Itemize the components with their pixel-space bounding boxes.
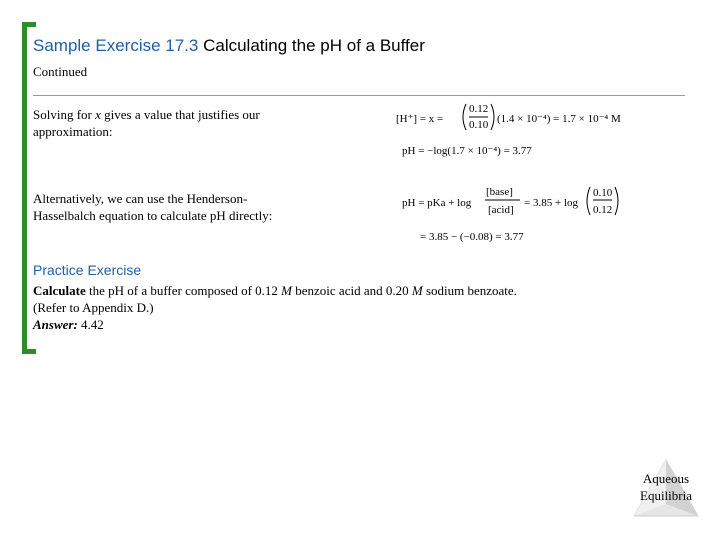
- equation-hplus: [396, 98, 656, 136]
- eq3-lhs: pH = pKa + log: [402, 197, 472, 209]
- practice-m1: M: [281, 283, 292, 298]
- frame-top: [22, 22, 36, 27]
- practice-bold: Calculate: [33, 283, 86, 298]
- practice-body: [33, 282, 673, 333]
- solving-var: x: [95, 107, 101, 122]
- equation-result: [420, 226, 600, 246]
- eq3-den1: [acid]: [488, 204, 514, 216]
- eq2-text: pH = −log(1.7 × 10⁻⁴) = 3.77: [402, 145, 532, 157]
- eq1-paren-left: [463, 104, 466, 130]
- practice-text1: the pH of a buffer composed of 0.12: [85, 283, 282, 298]
- logo-line1: Aqueous: [642, 471, 690, 486]
- alternatively-paragraph: Alternatively, we can use the Henderson-Hasselbalch equation to calculate pH directly:: [33, 191, 273, 223]
- eq3-paren-right: [615, 187, 618, 215]
- practice-line1: [33, 282, 673, 299]
- practice-line2: (Refer to Appendix D.): [33, 300, 154, 315]
- answer-label: Answer:: [33, 317, 78, 332]
- equation-henderson: [402, 182, 632, 222]
- practice-text3: sodium benzoate.: [422, 283, 517, 298]
- solving-paragraph: [33, 106, 303, 140]
- eq3-num2: 0.10: [593, 187, 613, 199]
- eq1-num: 0.12: [469, 103, 489, 115]
- solving-pre: Solving for: [33, 107, 96, 122]
- eq4-text: = 3.85 − (−0.08) = 3.77: [420, 231, 524, 243]
- answer-value: 4.42: [77, 317, 104, 332]
- eq3-num1: [base]: [486, 186, 513, 198]
- eq1-tail: (1.4 × 10⁻⁴) = 1.7 × 10⁻⁴ M: [497, 113, 621, 125]
- eq1-lhs: [H⁺] = x =: [396, 113, 444, 125]
- practice-m2: M: [411, 283, 423, 298]
- equation-ph: [402, 140, 602, 160]
- eq1-paren-right: [491, 104, 494, 130]
- title-highlight: Sample Exercise 17.3: [33, 36, 199, 55]
- continued-label: Continued: [33, 64, 88, 79]
- frame-bar: [22, 22, 27, 354]
- eq3-den2: 0.12: [593, 204, 613, 216]
- divider: [33, 95, 685, 96]
- eq3-paren-left: [587, 187, 590, 215]
- practice-text2: benzoic acid and 0.20: [292, 283, 412, 298]
- logo-line2: Equilibria: [640, 488, 692, 503]
- page-title: [33, 36, 425, 56]
- eq3-mid: = 3.85 + log: [524, 197, 578, 209]
- logo-text: [632, 470, 700, 504]
- practice-heading: Practice Exercise: [33, 262, 142, 278]
- frame-bottom: [22, 349, 36, 354]
- solving-post: gives a value that justifies our approximation:: [33, 107, 260, 139]
- eq1-den: 0.10: [469, 119, 489, 131]
- title-rest: Calculating the pH of a Buffer: [198, 36, 425, 55]
- practice-answer: [33, 316, 673, 333]
